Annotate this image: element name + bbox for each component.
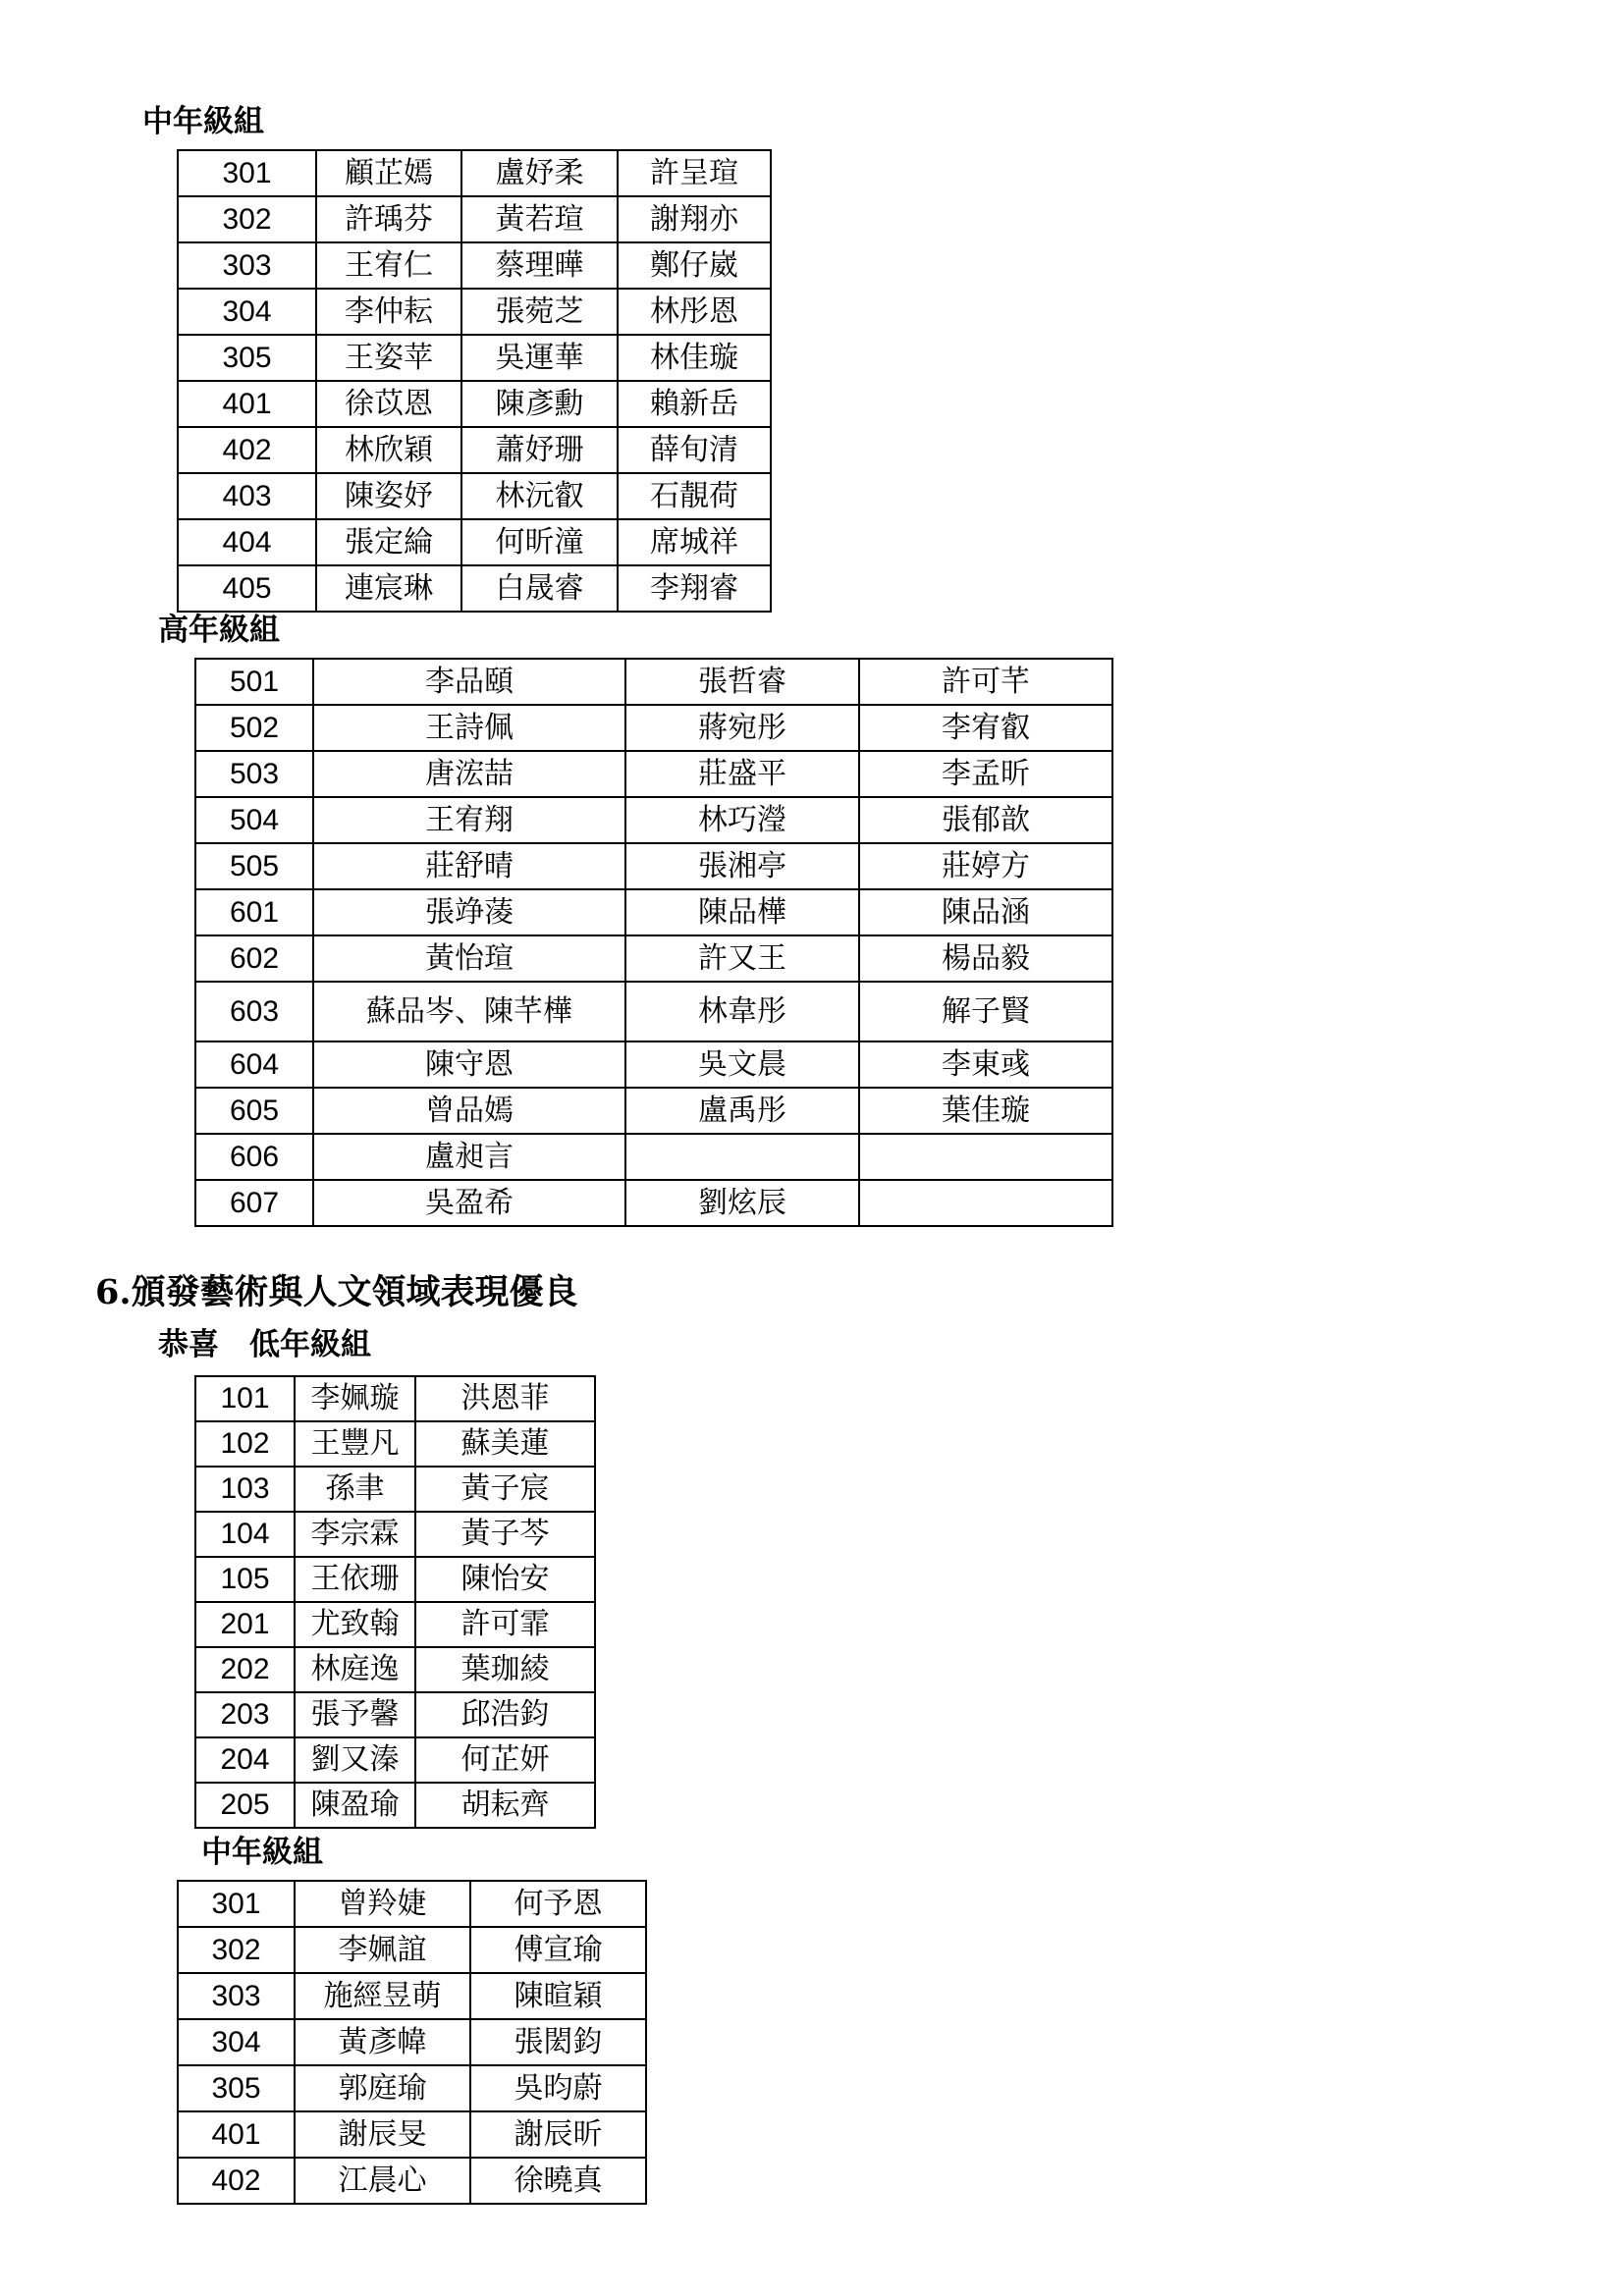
student-name-cell: 許又王 — [625, 935, 859, 982]
class-code-cell: 504 — [195, 797, 313, 843]
student-name-cell: 盧昶言 — [313, 1134, 625, 1180]
student-name-cell: 劉又溱 — [295, 1737, 415, 1783]
table-row — [195, 1602, 595, 1647]
table-row — [178, 473, 771, 519]
student-name-cell: 鄭仔崴 — [618, 242, 771, 289]
student-name-cell: 陳品涵 — [859, 889, 1112, 935]
student-name-cell: 李品頤 — [313, 659, 625, 705]
student-name-cell: 盧禹彤 — [625, 1088, 859, 1134]
class-code-cell: 606 — [195, 1134, 313, 1180]
student-name-cell: 盧妤柔 — [461, 150, 618, 196]
student-name-cell: 林彤恩 — [618, 289, 771, 335]
class-code-cell: 202 — [195, 1647, 295, 1692]
student-name-cell: 張哲睿 — [625, 659, 859, 705]
student-name-cell — [859, 1180, 1112, 1226]
student-name-cell: 張定綸 — [316, 519, 461, 565]
class-code-cell: 405 — [178, 565, 316, 612]
table-row — [195, 751, 1112, 797]
class-code-cell: 401 — [178, 2111, 295, 2158]
table-row — [178, 1973, 646, 2019]
student-name-cell: 黃怡瑄 — [313, 935, 625, 982]
student-name-cell: 白晟睿 — [461, 565, 618, 612]
middle-grade-arts-table — [177, 1880, 647, 2205]
student-name-cell: 許可芊 — [859, 659, 1112, 705]
class-code-cell: 105 — [195, 1557, 295, 1602]
class-code-cell: 201 — [195, 1602, 295, 1647]
student-name-cell: 吳盈希 — [313, 1180, 625, 1226]
student-name-cell: 許可霏 — [415, 1602, 595, 1647]
student-name-cell: 謝翔亦 — [618, 196, 771, 242]
student-name-cell: 張閎鈞 — [470, 2019, 646, 2065]
student-name-cell: 施經昱萌 — [295, 1973, 470, 2019]
class-code-cell: 502 — [195, 705, 313, 751]
student-name-cell: 李姵誼 — [295, 1927, 470, 1973]
student-name-cell: 林韋彤 — [625, 982, 859, 1041]
student-name-cell: 王宥翔 — [313, 797, 625, 843]
class-code-cell: 205 — [195, 1783, 295, 1828]
table-row — [195, 843, 1112, 889]
student-name-cell: 尤致翰 — [295, 1602, 415, 1647]
class-code-cell: 301 — [178, 1881, 295, 1927]
table-row — [195, 982, 1112, 1041]
student-name-cell: 何芷妍 — [415, 1737, 595, 1783]
student-name-cell: 葉佳璇 — [859, 1088, 1112, 1134]
student-name-cell: 薛旬清 — [618, 427, 771, 473]
student-name-cell: 張湘亭 — [625, 843, 859, 889]
class-code-cell: 604 — [195, 1041, 313, 1088]
student-name-cell: 曾品嫣 — [313, 1088, 625, 1134]
student-name-cell: 莊婷方 — [859, 843, 1112, 889]
class-code-cell: 103 — [195, 1467, 295, 1512]
student-name-cell: 徐曉真 — [470, 2158, 646, 2204]
student-name-cell: 蔣宛彤 — [625, 705, 859, 751]
student-name-cell: 席城祥 — [618, 519, 771, 565]
student-name-cell: 楊品毅 — [859, 935, 1112, 982]
middle-grade-table — [177, 149, 772, 613]
student-name-cell: 石靚荷 — [618, 473, 771, 519]
table-row — [195, 1647, 595, 1692]
table-row — [195, 1088, 1112, 1134]
student-name-cell: 莊舒晴 — [313, 843, 625, 889]
class-code-cell: 303 — [178, 242, 316, 289]
student-name-cell — [625, 1134, 859, 1180]
student-name-cell: 蕭妤珊 — [461, 427, 618, 473]
class-code-cell: 305 — [178, 2065, 295, 2111]
table-row — [178, 427, 771, 473]
student-name-cell: 孫聿 — [295, 1467, 415, 1512]
class-code-cell: 605 — [195, 1088, 313, 1134]
table-row — [195, 1041, 1112, 1088]
student-name-cell: 許瑀芬 — [316, 196, 461, 242]
table-row — [195, 1376, 595, 1421]
section-heading-lower-grade: 恭喜 低年級組 — [158, 1327, 371, 1362]
student-name-cell: 吳運華 — [461, 335, 618, 381]
table-row — [195, 797, 1112, 843]
student-name-cell: 李姵璇 — [295, 1376, 415, 1421]
student-name-cell: 黃子芩 — [415, 1512, 595, 1557]
student-name-cell: 李翔睿 — [618, 565, 771, 612]
student-name-cell: 林欣穎 — [316, 427, 461, 473]
student-name-cell: 劉炫辰 — [625, 1180, 859, 1226]
student-name-cell: 徐苡恩 — [316, 381, 461, 427]
student-name-cell: 王依珊 — [295, 1557, 415, 1602]
table-row — [178, 2065, 646, 2111]
student-name-cell: 何昕潼 — [461, 519, 618, 565]
student-name-cell: 莊盛平 — [625, 751, 859, 797]
student-name-cell: 陳暄穎 — [470, 1973, 646, 2019]
class-code-cell: 501 — [195, 659, 313, 705]
student-name-cell: 顧芷嫣 — [316, 150, 461, 196]
table-row — [178, 381, 771, 427]
student-name-cell: 郭庭瑜 — [295, 2065, 470, 2111]
student-name-cell: 江晨心 — [295, 2158, 470, 2204]
student-name-cell: 林庭逸 — [295, 1647, 415, 1692]
student-name-cell: 蘇美蓮 — [415, 1421, 595, 1467]
student-name-cell: 吳昀蔚 — [470, 2065, 646, 2111]
student-name-cell: 李仲耘 — [316, 289, 461, 335]
class-code-cell: 303 — [178, 1973, 295, 2019]
student-name-cell: 李東彧 — [859, 1041, 1112, 1088]
section-heading-upper-grade: 高年級組 — [158, 613, 280, 648]
student-name-cell: 傅宣瑜 — [470, 1927, 646, 1973]
class-code-cell: 305 — [178, 335, 316, 381]
student-name-cell: 陳盈瑜 — [295, 1783, 415, 1828]
class-code-cell: 401 — [178, 381, 316, 427]
class-code-cell: 503 — [195, 751, 313, 797]
student-name-cell: 王豐凡 — [295, 1421, 415, 1467]
section-heading-middle-grade: 中年級組 — [142, 104, 264, 139]
table-row — [178, 1927, 646, 1973]
table-row — [195, 705, 1112, 751]
table-row — [195, 1783, 595, 1828]
table-row — [178, 196, 771, 242]
class-code-cell: 304 — [178, 289, 316, 335]
table-row — [195, 1180, 1112, 1226]
student-name-cell: 黃子宸 — [415, 1467, 595, 1512]
student-name-cell: 李孟昕 — [859, 751, 1112, 797]
class-code-cell: 104 — [195, 1512, 295, 1557]
section-heading-arts-award: 6.頒發藝術與人文領域表現優良 — [95, 1272, 578, 1312]
class-code-cell: 203 — [195, 1692, 295, 1737]
table-row — [178, 150, 771, 196]
student-name-cell: 李宥叡 — [859, 705, 1112, 751]
student-name-cell: 林沅叡 — [461, 473, 618, 519]
table-row — [178, 289, 771, 335]
upper-grade-table — [194, 658, 1113, 1227]
class-code-cell: 302 — [178, 196, 316, 242]
student-name-cell: 連宸琳 — [316, 565, 461, 612]
table-row — [178, 2158, 646, 2204]
student-name-cell: 陳守恩 — [313, 1041, 625, 1088]
table-row — [195, 1737, 595, 1783]
student-name-cell: 謝辰昕 — [470, 2111, 646, 2158]
student-name-cell: 邱浩鈞 — [415, 1692, 595, 1737]
student-name-cell: 謝辰旻 — [295, 2111, 470, 2158]
lower-grade-arts-table — [194, 1375, 596, 1829]
table-row — [195, 1512, 595, 1557]
class-code-cell: 102 — [195, 1421, 295, 1467]
student-name-cell: 陳彥勳 — [461, 381, 618, 427]
table-row — [195, 889, 1112, 935]
student-name-cell: 張菀芝 — [461, 289, 618, 335]
table-row — [195, 1421, 595, 1467]
class-code-cell: 204 — [195, 1737, 295, 1783]
student-name-cell: 葉珈綾 — [415, 1647, 595, 1692]
student-name-cell: 洪恩菲 — [415, 1376, 595, 1421]
student-name-cell: 黃彥幃 — [295, 2019, 470, 2065]
student-name-cell: 吳文晨 — [625, 1041, 859, 1088]
student-name-cell: 胡耘齊 — [415, 1783, 595, 1828]
table-row — [195, 1467, 595, 1512]
student-name-cell: 解子賢 — [859, 982, 1112, 1041]
student-name-cell: 陳怡安 — [415, 1557, 595, 1602]
student-name-cell: 林巧瀅 — [625, 797, 859, 843]
table-row — [178, 519, 771, 565]
student-name-cell: 李宗霖 — [295, 1512, 415, 1557]
class-code-cell: 402 — [178, 427, 316, 473]
class-code-cell: 505 — [195, 843, 313, 889]
student-name-cell: 陳品樺 — [625, 889, 859, 935]
student-name-cell: 何予恩 — [470, 1881, 646, 1927]
class-code-cell: 403 — [178, 473, 316, 519]
table-row — [178, 565, 771, 612]
class-code-cell: 602 — [195, 935, 313, 982]
class-code-cell: 301 — [178, 150, 316, 196]
class-code-cell: 607 — [195, 1180, 313, 1226]
table-row — [195, 1557, 595, 1602]
student-name-cell: 曾羚婕 — [295, 1881, 470, 1927]
table-row — [178, 1881, 646, 1927]
student-name-cell: 蘇品岑、陳芊樺 — [313, 982, 625, 1041]
table-row — [178, 335, 771, 381]
class-code-cell: 402 — [178, 2158, 295, 2204]
student-name-cell: 張予馨 — [295, 1692, 415, 1737]
student-name-cell: 林佳璇 — [618, 335, 771, 381]
table-row — [195, 935, 1112, 982]
table-row — [178, 242, 771, 289]
student-name-cell: 陳姿妤 — [316, 473, 461, 519]
class-code-cell: 603 — [195, 982, 313, 1041]
student-name-cell: 唐浤喆 — [313, 751, 625, 797]
section-heading-middle-grade-arts: 中年級組 — [201, 1835, 323, 1870]
table-row — [195, 1134, 1112, 1180]
table-row — [195, 1692, 595, 1737]
table-row — [195, 659, 1112, 705]
student-name-cell: 張竫蓤 — [313, 889, 625, 935]
student-name-cell: 王詩佩 — [313, 705, 625, 751]
table-row — [178, 2111, 646, 2158]
student-name-cell: 黃若瑄 — [461, 196, 618, 242]
class-code-cell: 302 — [178, 1927, 295, 1973]
student-name-cell: 蔡理曄 — [461, 242, 618, 289]
class-code-cell: 101 — [195, 1376, 295, 1421]
student-name-cell: 王姿苹 — [316, 335, 461, 381]
class-code-cell: 404 — [178, 519, 316, 565]
student-name-cell: 許呈瑄 — [618, 150, 771, 196]
student-name-cell: 賴新岳 — [618, 381, 771, 427]
table-row — [178, 2019, 646, 2065]
student-name-cell: 王宥仁 — [316, 242, 461, 289]
class-code-cell: 304 — [178, 2019, 295, 2065]
student-name-cell — [859, 1134, 1112, 1180]
class-code-cell: 601 — [195, 889, 313, 935]
student-name-cell: 張郁歆 — [859, 797, 1112, 843]
